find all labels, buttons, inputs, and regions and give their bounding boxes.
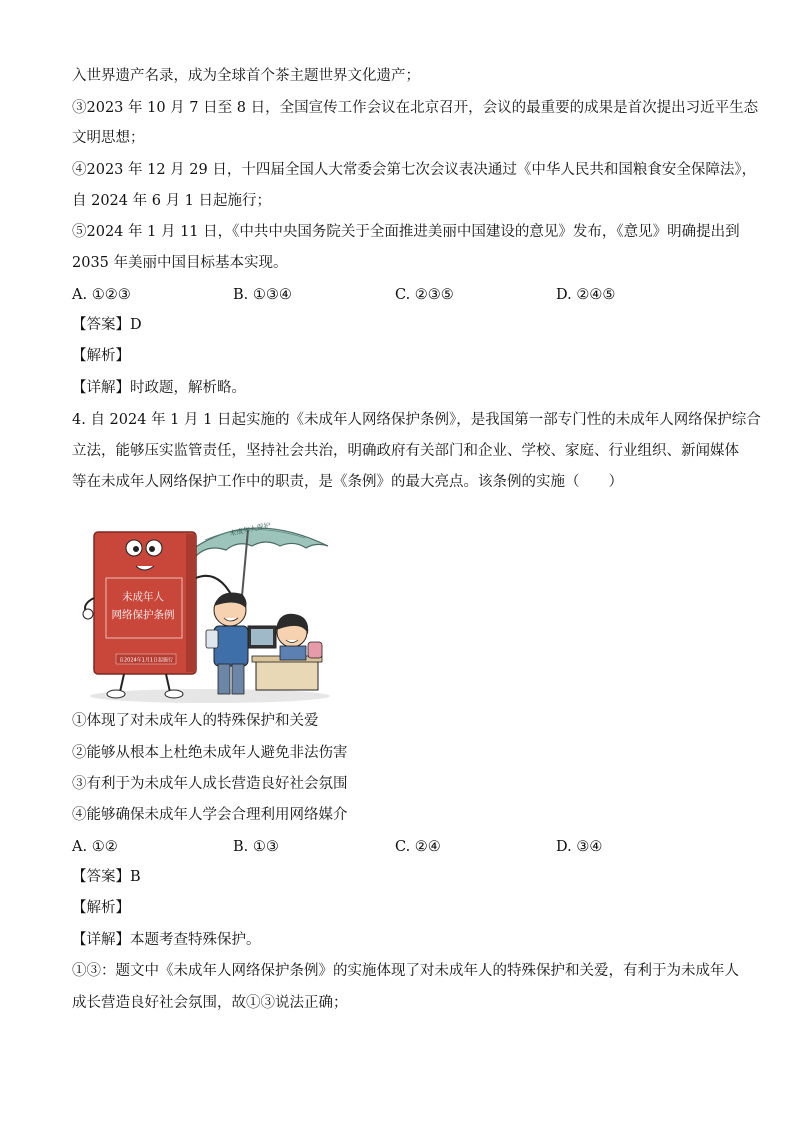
q3-item-3-line-2: 文明思想； [72,130,145,146]
book-title-1: 未成年人 [122,591,164,603]
svg-text:未成年人保护: 未成年人保护 [228,521,272,538]
q3-detail: 【详解】时政题，解析略。 [72,380,246,396]
q3-option-b: B. ①③④ [233,287,292,303]
q3-analysis: 【解析】 [72,348,130,364]
q4-statement-1: ①体现了对未成年人的特殊保护和关爱 [72,713,319,729]
q4-explain-line-1: ①③：题文中《未成年人网络保护条例》的实施体现了对未成年人的特殊保护和关爱，有利于为未成年人 [72,963,739,979]
q4-option-b: B. ①③ [233,839,279,855]
book-title-2: 网络保护条例 [111,609,175,621]
umbrella-icon [175,520,328,624]
q4-analysis: 【解析】 [72,900,130,916]
q4-cartoon-illustration [80,508,332,704]
q4-explain-line-2: 成长营造良好社会氛围，故①③说法正确； [72,995,348,1011]
boy-character [206,593,248,695]
q3-line-1: 入世界遗产名录，成为全球首个茶主题世界文化遗产； [72,68,420,84]
q3-option-a: A. ①②③ [72,287,131,303]
q3-item-5-line-2: 2035 年美丽中国目标基本实现。 [72,255,288,271]
q4-stem-line-2: 立法，能够压实监管责任，坚持社会共治，明确政府有关部门和企业、学校、家庭、行业组织、新闻媒体 [72,443,739,459]
q3-item-4-line-2: 自 2024 年 6 月 1 日起施行； [72,193,272,209]
q4-option-d: D. ③④ [556,839,603,855]
q4-statement-4: ④能够确保未成年人学会合理利用网络媒介 [72,807,348,823]
q3-option-c: C. ②③⑤ [395,287,454,303]
q3-option-d: D. ②④⑤ [556,287,616,303]
q4-statement-2: ②能够从根本上杜绝未成年人避免非法伤害 [72,745,348,761]
q3-answer: 【答案】D [72,317,142,333]
q4-statement-3: ③有利于为未成年人成长营造良好社会氛围 [72,776,348,792]
q3-item-3-line-1: ③2023 年 10 月 7 日至 8 日，全国宣传工作会议在北京召开，会议的最重要的成果是首次提出习近平生态 [72,100,759,116]
girl-character [276,614,322,660]
q4-stem-line-1: 4. 自 2024 年 1 月 1 日起实施的《未成年人网络保护条例》，是我国第一部专门性的未成年人网络保护综合 [72,412,761,428]
book-character [83,532,236,698]
q4-detail: 【详解】本题考查特殊保护。 [72,932,261,948]
q3-item-4-line-1: ④2023 年 12 月 29 日，十四届全国人大常委会第七次会议表决通过《中华人民共和国粮食安全保障法》， [72,162,757,178]
q4-stem-line-3: 等在未成年人网络保护工作中的职责，是《条例》的最大亮点。该条例的实施（ ） [72,474,623,490]
q4-answer: 【答案】B [72,869,141,885]
q3-item-5-line-1: ⑤2024 年 1 月 11 日，《中共中央国务院关于全面推进美丽中国建设的意见》发布，《意见》明确提出到 [72,224,740,240]
book-date: 自2024年1月1日起施行 [118,657,174,664]
q4-option-c: C. ②④ [395,839,441,855]
q4-option-a: A. ①② [72,839,118,855]
